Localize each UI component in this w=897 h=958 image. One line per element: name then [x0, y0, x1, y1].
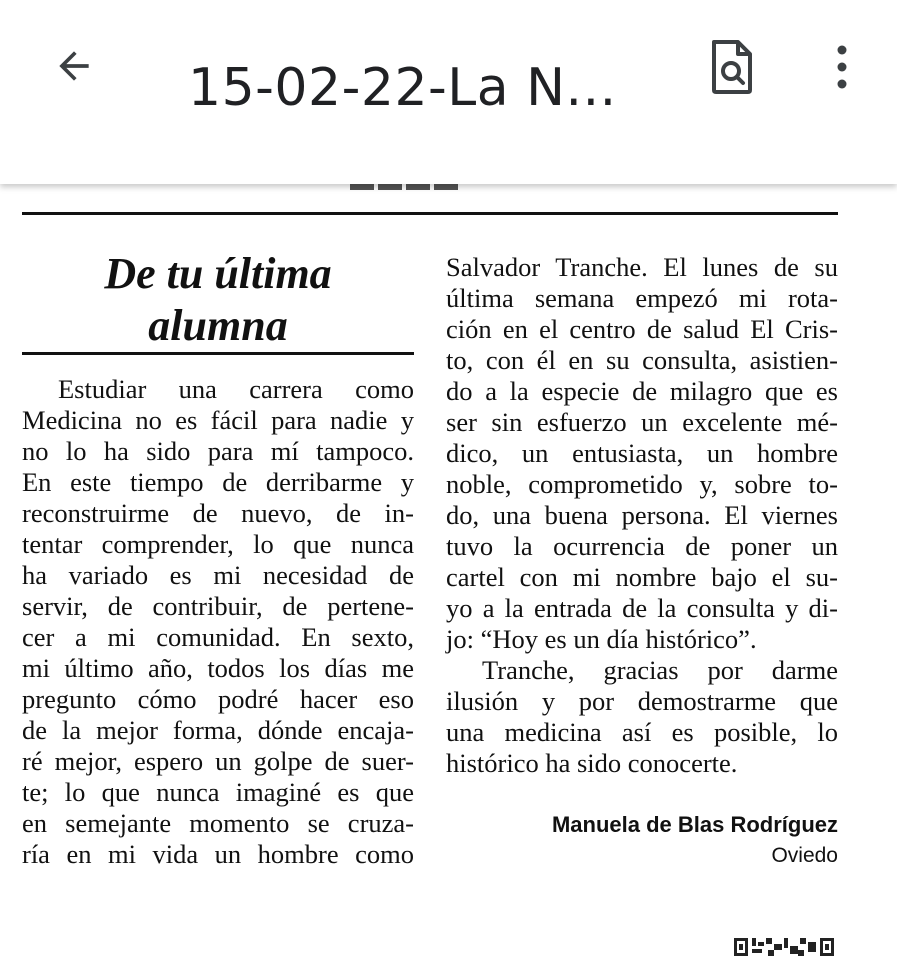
- text-line: to, con él en su consulta, asistien-: [446, 345, 838, 375]
- text-line: cer a mi comunidad. En sexto,: [22, 622, 414, 652]
- text-line: histórico ha sido conocerte.: [446, 748, 738, 778]
- text-line: no lo ha sido para mí tampoco.: [22, 436, 414, 466]
- text-line: Estudiar una carrera como: [58, 374, 414, 404]
- text-line: reconstruirme de nuevo, de in-: [22, 498, 414, 528]
- article-column-right: [446, 252, 838, 779]
- text-line: ha variado es mi necesidad de: [22, 560, 414, 590]
- text-line: pregunto cómo podré hacer eso: [22, 684, 414, 714]
- text-line: do, una buena persona. El viernes: [446, 500, 838, 530]
- text-line: te; lo que nunca imaginé es que: [22, 777, 414, 807]
- text-line: tentar comprender, lo que nunca: [22, 529, 414, 559]
- more-options-button[interactable]: [820, 40, 864, 94]
- text-line: ré mejor, espero un golpe de suer-: [22, 746, 414, 776]
- headline-line: alumna: [148, 301, 288, 350]
- headline-rule: [22, 352, 414, 355]
- text-line: Tranche, gracias por darme: [482, 655, 838, 685]
- author-name: Manuela de Blas Rodríguez: [551, 812, 838, 837]
- article-headline: [22, 248, 414, 352]
- text-line: cartel con mi nombre bajo el su-: [446, 562, 838, 592]
- text-line: tuvo la ocurrencia de poner un: [446, 531, 838, 561]
- text-line: En este tiempo de derribarme y: [22, 467, 414, 497]
- text-line: última semana empezó mi rota-: [446, 283, 838, 313]
- text-line: do a la especie de milagro que es: [446, 376, 838, 406]
- text-line: yo a la entrada de la consulta y di-: [446, 593, 838, 623]
- text-line: mi último año, todos los días me: [22, 653, 414, 683]
- text-line: ilusión y por demostrarme que: [446, 686, 838, 716]
- text-line: noble, comprometido y, sobre to-: [446, 469, 838, 499]
- back-button[interactable]: [48, 40, 100, 92]
- search-in-document-icon: [706, 38, 758, 96]
- article-column-left: [22, 374, 414, 870]
- text-line: ría en mi vida un hombre como: [22, 839, 414, 869]
- app-bar: [0, 0, 897, 184]
- text-line: Medicina no es fácil para nadie y: [22, 405, 414, 435]
- text-line: ción en el centro de salud El Cris-: [446, 314, 838, 344]
- text-line: Salvador Tranche. El lunes de su: [446, 252, 838, 282]
- text-line: una medicina así es posible, lo: [446, 717, 838, 747]
- find-in-document-button[interactable]: [706, 38, 758, 96]
- text-line: servir, de contribuir, de pertene-: [22, 591, 414, 621]
- document-page[interactable]: [0, 184, 897, 958]
- text-line: de la mejor forma, dónde encaja-: [22, 715, 414, 745]
- more-vertical-icon: [820, 40, 864, 94]
- author-location: Oviedo: [771, 844, 838, 867]
- document-title: 15-02-22-La N...: [188, 58, 617, 118]
- barcode-graphic: [734, 936, 836, 958]
- text-line: ser sin esfuerzo un excelente mé-: [446, 407, 838, 437]
- text-line: jo: “Hoy es un día histórico”.: [446, 624, 757, 654]
- arrow-left-icon: [52, 44, 96, 88]
- headline-line: De tu última: [104, 249, 332, 298]
- text-line: en semejante momento se cruza-: [22, 808, 414, 838]
- section-rule: [22, 212, 838, 215]
- text-line: dico, un entusiasta, un hombre: [446, 438, 838, 468]
